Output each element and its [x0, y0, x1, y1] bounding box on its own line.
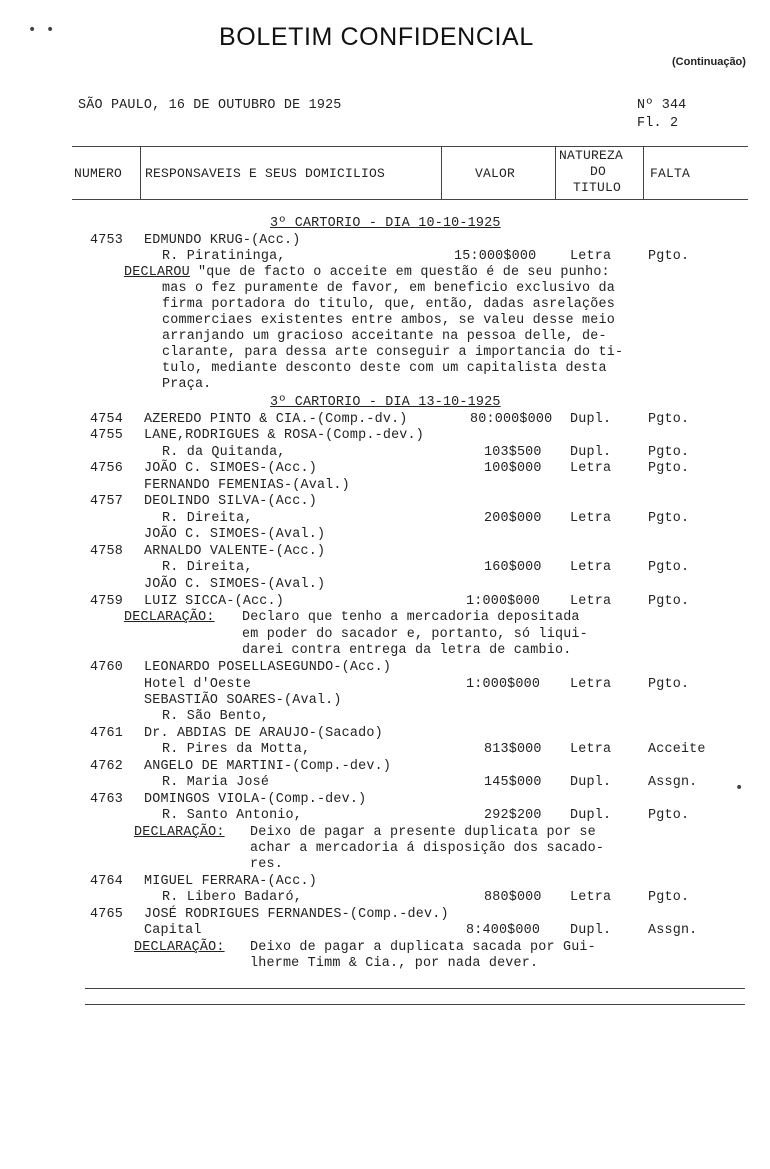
- col-valor: VALOR: [475, 166, 516, 181]
- entry-status: Pgto.: [648, 412, 690, 427]
- entry-party: DOMINGOS VIOLA-(Comp.-dev.): [144, 792, 367, 807]
- declaration-text: commerciaes existentes entre ambos, se valeu desse meio: [162, 313, 615, 328]
- entry-title-type: Dupl.: [570, 923, 612, 938]
- declaration-text: Deixo de pagar a presente duplicata por se: [250, 825, 596, 840]
- entry-title-type: Letra: [570, 677, 612, 692]
- entry-value: 1:000$000: [466, 677, 541, 692]
- entry-party: LANE,RODRIGUES & ROSA-(Comp.-dev.): [144, 428, 425, 443]
- declaration-text: tulo, mediante desconto deste com um capitalista desta: [162, 361, 607, 376]
- entry-address: R. Santo Antonio,: [162, 808, 303, 823]
- entry-guarantor: FERNANDO FEMENIAS-(Aval.): [144, 478, 350, 493]
- entry-address: R. Piratininga,: [162, 249, 286, 264]
- entry-value: 160$000: [484, 560, 542, 575]
- entry-address: R. Libero Badaró,: [162, 890, 303, 905]
- entry-status: Pgto.: [648, 560, 690, 575]
- col-numero: NUMERO: [74, 166, 123, 181]
- entry-address: R. São Bento,: [162, 709, 270, 724]
- entry-value: 813$000: [484, 742, 542, 757]
- declaration-label: DECLARAÇÃO:: [124, 610, 215, 625]
- entry-title-type: Letra: [570, 461, 612, 476]
- entry-status: Pgto.: [648, 249, 690, 264]
- col-natureza-3: TITULO: [573, 180, 622, 195]
- entry-guarantor: JOÃO C. SIMOES-(Aval.): [144, 577, 326, 592]
- entry-title-type: Letra: [570, 890, 612, 905]
- declaration-text: arranjando um gracioso acceitante na pessoa delle, de-: [162, 329, 607, 344]
- entry-value: 15:000$000: [454, 249, 537, 264]
- declaration-label: DECLAROU: [124, 265, 190, 280]
- entry-number: 4754: [90, 412, 123, 427]
- entry-guarantor: SEBASTIÃO SOARES-(Aval.): [144, 693, 342, 708]
- entry-number: 4757: [90, 494, 123, 509]
- entry-value: 145$000: [484, 775, 542, 790]
- entry-value: 8:400$000: [466, 923, 541, 938]
- declaration-label: DECLARAÇÃO:: [134, 940, 225, 955]
- entry-number: 4758: [90, 544, 123, 559]
- entry-number: 4762: [90, 759, 123, 774]
- entry-number: 4764: [90, 874, 123, 889]
- declaration-text: "que de facto o acceite em questão é de seu punho:: [198, 265, 610, 280]
- bulletin-title: BOLETIM CONFIDENCIAL: [219, 23, 534, 51]
- entry-title-type: Letra: [570, 511, 612, 526]
- entry-title-type: Dupl.: [570, 412, 612, 427]
- declaration-text: clarante, para dessa arte conseguir a importancia do ti-: [162, 345, 624, 360]
- entry-value: 1:000$000: [466, 594, 541, 609]
- entry-title-type: Dupl.: [570, 808, 612, 823]
- entry-status: Pgto.: [648, 808, 690, 823]
- entry-party: Dr. ABDIAS DE ARAUJO-(Sacado): [144, 726, 383, 741]
- entry-status: Acceite: [648, 742, 706, 757]
- entry-address: Capital: [144, 923, 202, 938]
- entry-party: DEOLINDO SILVA-(Acc.): [144, 494, 317, 509]
- sheet-number: Fl. 2: [637, 116, 679, 131]
- entry-address: R. Maria José: [162, 775, 270, 790]
- entry-address: R. Pires da Motta,: [162, 742, 311, 757]
- continuation-label: (Continuação): [672, 56, 746, 68]
- entry-party: ARNALDO VALENTE-(Acc.): [144, 544, 326, 559]
- entry-party: AZEREDO PINTO & CIA.-(Comp.-dv.): [144, 412, 408, 427]
- entry-title-type: Dupl.: [570, 775, 612, 790]
- section-heading: 3º CARTORIO - DIA 10-10-1925: [270, 216, 501, 231]
- entry-status: Pgto.: [648, 677, 690, 692]
- entry-guarantor: JOÃO C. SIMOES-(Aval.): [144, 527, 326, 542]
- declaration-text: darei contra entrega da letra de cambio.: [242, 643, 572, 658]
- entry-party: MIGUEL FERRARA-(Acc.): [144, 874, 317, 889]
- entry-status: Pgto.: [648, 461, 690, 476]
- entry-status: Assgn.: [648, 775, 698, 790]
- entry-address: R. da Quitanda,: [162, 445, 286, 460]
- entry-number: 4763: [90, 792, 123, 807]
- col-natureza-1: NATUREZA: [559, 148, 624, 163]
- entry-value: 103$500: [484, 445, 542, 460]
- declaration-label: DECLARAÇÃO:: [134, 825, 225, 840]
- bulletin-number: Nº 344: [637, 98, 687, 113]
- entry-number: 4759: [90, 594, 123, 609]
- declaration-text: Praça.: [162, 377, 212, 392]
- entry-status: Assgn.: [648, 923, 698, 938]
- entry-title-type: Letra: [570, 742, 612, 757]
- entry-address: R. Direita,: [162, 511, 253, 526]
- entry-value: 200$000: [484, 511, 542, 526]
- entry-title-type: Letra: [570, 249, 612, 264]
- entry-value: 880$000: [484, 890, 542, 905]
- entry-party: JOÃO C. SIMOES-(Acc.): [144, 461, 317, 476]
- col-falta: FALTA: [650, 166, 691, 181]
- entry-status: Pgto.: [648, 890, 690, 905]
- entry-number: 4761: [90, 726, 123, 741]
- scan-speck: •: [46, 22, 55, 38]
- entry-number: 4755: [90, 428, 123, 443]
- entry-status: Pgto.: [648, 511, 690, 526]
- declaration-text: lherme Timm & Cia., por nada dever.: [250, 956, 539, 971]
- section-heading: 3º CARTORIO - DIA 13-10-1925: [270, 395, 501, 410]
- declaration-text: Deixo de pagar a duplicata sacada por Gui-: [250, 940, 596, 955]
- entry-party: ANGELO DE MARTINI-(Comp.-dev.): [144, 759, 392, 774]
- entry-number: 4765: [90, 907, 123, 922]
- entry-address: R. Direita,: [162, 560, 253, 575]
- entry-title-type: Letra: [570, 594, 612, 609]
- entry-party: LUIZ SICCA-(Acc.): [144, 594, 285, 609]
- entry-party: JOSÉ RODRIGUES FERNANDES-(Comp.-dev.): [144, 907, 449, 922]
- declaration-text: firma portadora do titulo, que, então, dadas asrelações: [162, 297, 615, 312]
- scan-speck: •: [28, 22, 37, 38]
- declaration-text: res.: [250, 857, 283, 872]
- entry-number: 4756: [90, 461, 123, 476]
- entry-value: 80:000$000: [470, 412, 553, 427]
- declaration-text: achar a mercadoria á disposição dos sacado-: [250, 841, 605, 856]
- entry-title-type: Letra: [570, 560, 612, 575]
- entry-party: LEONARDO POSELLASEGUNDO-(Acc.): [144, 660, 392, 675]
- footer-rule: [85, 1004, 745, 1005]
- entry-title-type: Dupl.: [570, 445, 612, 460]
- declaration-text: Declaro que tenho a mercadoria depositada: [242, 610, 580, 625]
- entry-address: Hotel d'Oeste: [144, 677, 252, 692]
- entry-number: 4753: [90, 233, 123, 248]
- entry-status: Pgto.: [648, 445, 690, 460]
- scan-speck: •: [735, 780, 744, 796]
- declaration-text: mas o fez puramente de favor, em beneficio exclusivo da: [162, 281, 615, 296]
- entry-value: 100$000: [484, 461, 542, 476]
- footer-rule: [85, 988, 745, 989]
- entry-number: 4760: [90, 660, 123, 675]
- entry-value: 292$200: [484, 808, 542, 823]
- entry-party: EDMUNDO KRUG-(Acc.): [144, 233, 301, 248]
- col-responsaveis: RESPONSAVEIS E SEUS DOMICILIOS: [145, 166, 386, 181]
- entry-status: Pgto.: [648, 594, 690, 609]
- col-natureza-2: DO: [590, 164, 607, 179]
- declaration-text: em poder do sacador e, portanto, só liqui-: [242, 627, 588, 642]
- place-date: SÃO PAULO, 16 DE OUTUBRO DE 1925: [78, 98, 342, 113]
